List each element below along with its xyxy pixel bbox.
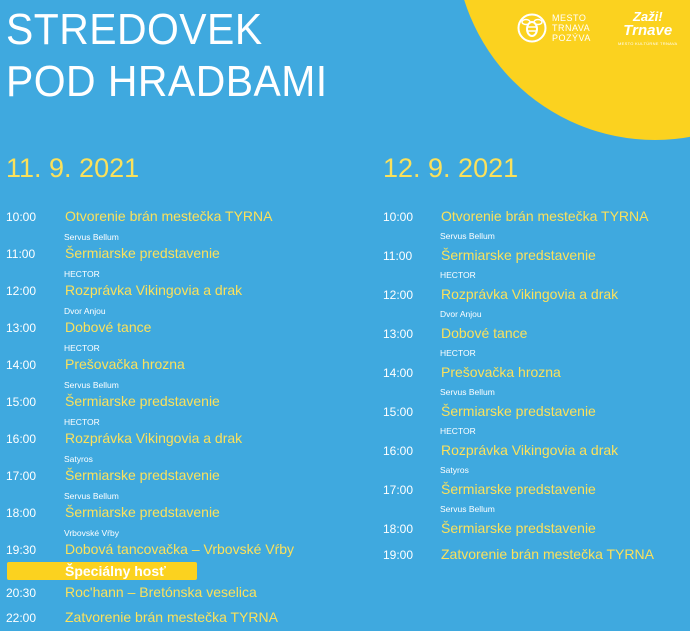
event-time: 13:00 (6, 321, 37, 335)
event-time: 12:00 (383, 288, 414, 302)
event-time: 18:00 (6, 506, 37, 520)
performer-name: Servus Bellum (64, 232, 119, 242)
event-title: Šermiarske predstavenie (441, 481, 596, 497)
performer-name: HECTOR (440, 270, 476, 280)
zazi-trnave-logo (618, 10, 678, 46)
performer-name: HECTOR (440, 348, 476, 358)
event-time: 10:00 (6, 210, 37, 224)
special-guest-banner (7, 562, 197, 580)
event-time: 18:00 (383, 522, 414, 536)
event-time: 14:00 (6, 358, 37, 372)
event-title: Šermiarske predstavenie (65, 393, 220, 409)
event-title: Šermiarske predstavenie (441, 403, 596, 419)
day1-date: 11. 9. 2021 (6, 153, 140, 183)
performer-name: Dvor Anjou (440, 309, 482, 319)
event-time: 14:00 (383, 366, 414, 380)
performer-name: HECTOR (64, 417, 100, 427)
event-title: Rozprávka Vikingovia a drak (65, 430, 243, 446)
performer-name: Satyros (64, 454, 93, 464)
performer-name: Servus Bellum (64, 380, 119, 390)
event-title: Šermiarske predstavenie (65, 245, 220, 261)
special-guest-label: Špeciálny hosť (65, 563, 166, 579)
city-logo-line2: TRNAVA (552, 23, 591, 33)
city-logo-line3: POZÝVA (552, 33, 591, 43)
poster-title-line1: STREDOVEK (6, 5, 263, 54)
city-logo-line1: MESTO (552, 13, 587, 23)
zazi-logo-line2: Trnave (623, 22, 673, 39)
event-time: 19:00 (383, 548, 414, 562)
event-title: Otvorenie brán mestečka TYRNA (441, 208, 649, 224)
event-time: 10:00 (383, 210, 414, 224)
event-title: Rozprávka Vikingovia a drak (441, 286, 619, 302)
event-title: Rozprávka Vikingovia a drak (441, 442, 619, 458)
zazi-logo-line1: Zaži! (632, 9, 663, 24)
performer-name: Servus Bellum (440, 231, 495, 241)
event-time: 16:00 (6, 432, 37, 446)
performer-name: Dvor Anjou (64, 306, 106, 316)
event-title: Zatvorenie brán mestečka TYRNA (65, 609, 278, 625)
event-time: 13:00 (383, 327, 414, 341)
event-time: 17:00 (383, 483, 414, 497)
event-title: Prešovačka hrozna (441, 364, 561, 380)
event-title: Dobové tance (441, 325, 528, 341)
event-title: Šermiarske predstavenie (441, 520, 596, 536)
performer-name: Servus Bellum (64, 491, 119, 501)
event-title: Dobová tancovačka – Vrbovské Vŕby (65, 541, 295, 557)
event-time: 15:00 (383, 405, 414, 419)
event-title: Dobové tance (65, 319, 152, 335)
zazi-logo-line3: MESTO KULTÚRNE TRNAVA (618, 41, 678, 46)
event-title: Šermiarske predstavenie (441, 247, 596, 263)
event-time: 19:30 (6, 543, 37, 557)
event-title: Roc'hann – Bretónska veselica (65, 584, 257, 600)
day2-date: 12. 9. 2021 (383, 153, 519, 183)
performer-name: HECTOR (64, 343, 100, 353)
event-title: Zatvorenie brán mestečka TYRNA (441, 546, 654, 562)
event-time: 11:00 (383, 249, 413, 263)
event-time: 12:00 (6, 284, 37, 298)
event-title: Otvorenie brán mestečka TYRNA (65, 208, 273, 224)
event-title: Šermiarske predstavenie (65, 504, 220, 520)
event-title: Rozprávka Vikingovia a drak (65, 282, 243, 298)
performer-name: HECTOR (440, 426, 476, 436)
performer-name: Servus Bellum (440, 504, 495, 514)
event-time: 20:30 (6, 586, 37, 600)
event-title: Šermiarske predstavenie (65, 467, 220, 483)
event-time: 17:00 (6, 469, 37, 483)
city-logo (517, 13, 591, 43)
event-time: 11:00 (6, 247, 36, 261)
performer-name: Servus Bellum (440, 387, 495, 397)
event-title: Prešovačka hrozna (65, 356, 185, 372)
event-time: 22:00 (6, 611, 37, 625)
bee-icon (517, 13, 547, 43)
performer-name: Vrbovské Vŕby (64, 528, 119, 538)
event-time: 16:00 (383, 444, 414, 458)
poster-title-line2: POD HRADBAMI (6, 57, 328, 106)
performer-name: HECTOR (64, 269, 100, 279)
performer-name: Satyros (440, 465, 469, 475)
event-time: 15:00 (6, 395, 37, 409)
